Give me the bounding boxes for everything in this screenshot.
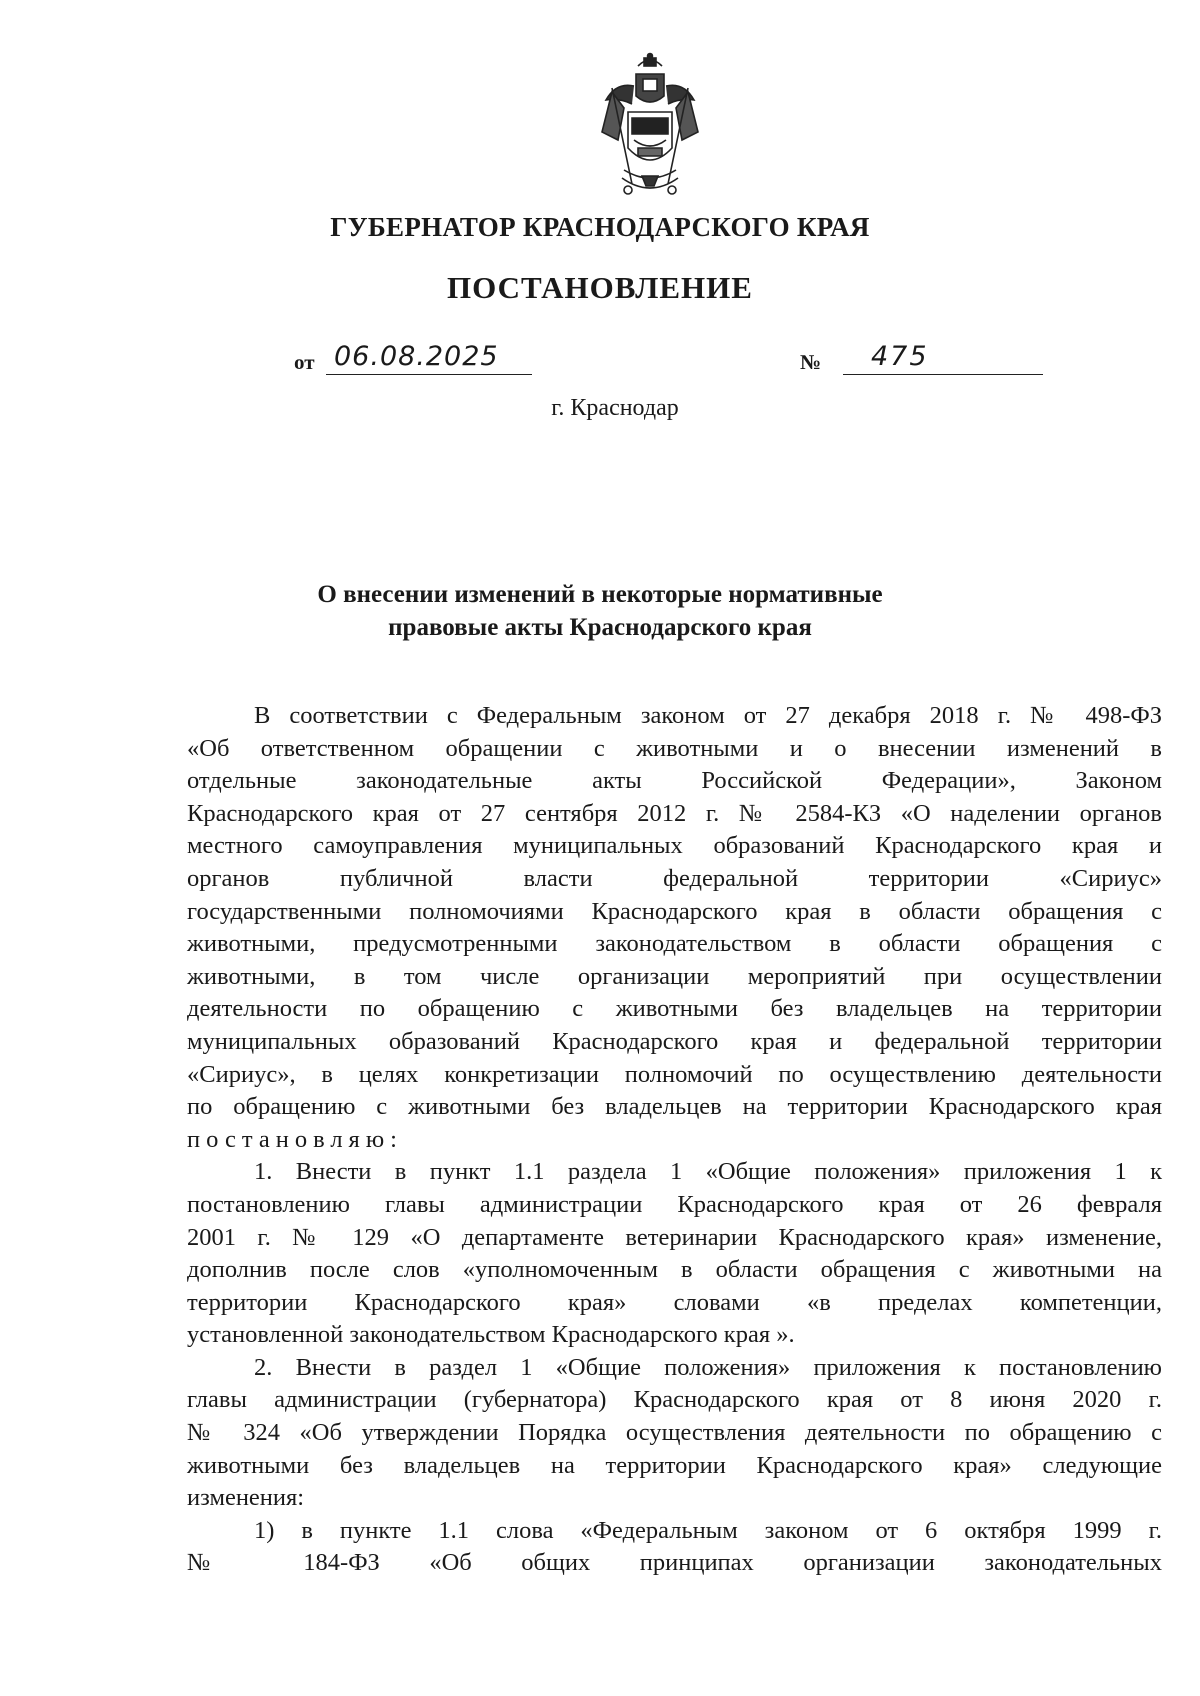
issuing-authority: ГУБЕРНАТОР КРАСНОДАРСКОГО КРАЯ — [330, 212, 870, 242]
coat-of-arms-emblem — [598, 52, 702, 200]
body-line: № 324 «Об утверждении Порядка осуществления деятельности по обращению с — [187, 1419, 1162, 1447]
body-line: 2001 г. № 129 «О департаменте ветеринарии Краснодарского края» изменение, — [187, 1223, 1162, 1251]
place-of-issue: г. Краснодар — [551, 395, 679, 421]
body-line: изменения: — [187, 1484, 305, 1512]
body-line: органов публичной власти федеральной территории «Сириус» — [187, 864, 1162, 892]
body-line: № 184-ФЗ «Об общих принципах организации законодательных — [187, 1549, 1162, 1577]
body-line: постановляю: — [187, 1125, 403, 1153]
body-line: местного самоуправления муниципальных образований Краснодарского края и — [187, 832, 1162, 860]
body-line: животными, в том числе организации мероприятий при осуществлении — [187, 962, 1162, 990]
body-line: В соответствии с Федеральным законом от 27 декабря 2018 г. № 498-ФЗ — [254, 702, 1162, 729]
body-line: «Сириус», в целях конкретизации полномочий по осуществлению деятельности — [187, 1060, 1162, 1088]
body-line: по обращению с животными без владельцев на территории Краснодарского края — [187, 1093, 1162, 1121]
date-number-row — [0, 340, 1200, 380]
document-number: 475 — [843, 340, 1043, 375]
title-line: О внесении изменений в некоторые нормативные — [317, 581, 883, 608]
body-line: 1. Внести в пункт 1.1 раздела 1 «Общие положения» приложения 1 к — [254, 1158, 1162, 1186]
document-title — [0, 578, 1200, 644]
body-line: территории Краснодарского края» словами «в пределах компетенции, — [187, 1288, 1162, 1316]
body-line: животными, предусмотренными законодательством в области обращения с — [187, 930, 1162, 958]
body-line: деятельности по обращению с животными без владельцев на территории — [187, 995, 1162, 1023]
body-line: главы администрации (губернатора) Краснодарского края от 8 июня 2020 г. — [187, 1386, 1162, 1414]
body-line: отдельные законодательные акты Российской Федерации», Законом — [187, 767, 1162, 795]
body-line: 2. Внести в раздел 1 «Общие положения» приложения к постановлению — [254, 1353, 1162, 1381]
body-line: Краснодарского края от 27 сентября 2012 г. № 2584-КЗ «О наделении органов — [187, 799, 1162, 827]
body-line: установленной законодательством Краснодарского края ». — [187, 1321, 795, 1349]
document-date: 06.08.2025 — [326, 340, 532, 375]
document-body — [187, 700, 1162, 1580]
title-line: правовые акты Краснодарского края — [388, 614, 812, 641]
number-label: № — [800, 350, 822, 374]
body-line: «Об ответственном обращении с животными и о внесении изменений в — [187, 734, 1162, 762]
body-line: муниципальных образований Краснодарского края и федеральной территории — [187, 1027, 1162, 1055]
body-line: 1) в пункте 1.1 слова «Федеральным законом от 6 октября 1999 г. — [254, 1516, 1162, 1544]
body-line: государственными полномочиями Краснодарского края в области обращения с — [187, 897, 1162, 925]
body-line: постановлению главы администрации Краснодарского края от 26 февраля — [187, 1190, 1162, 1218]
body-line: дополнив после слов «уполномоченным в области обращения с животными на — [187, 1256, 1162, 1284]
document-type-heading: ПОСТАНОВЛЕНИЕ — [447, 270, 753, 305]
date-label: от — [294, 350, 315, 374]
body-line: животными без владельцев на территории Краснодарского края» следующие — [187, 1451, 1162, 1479]
